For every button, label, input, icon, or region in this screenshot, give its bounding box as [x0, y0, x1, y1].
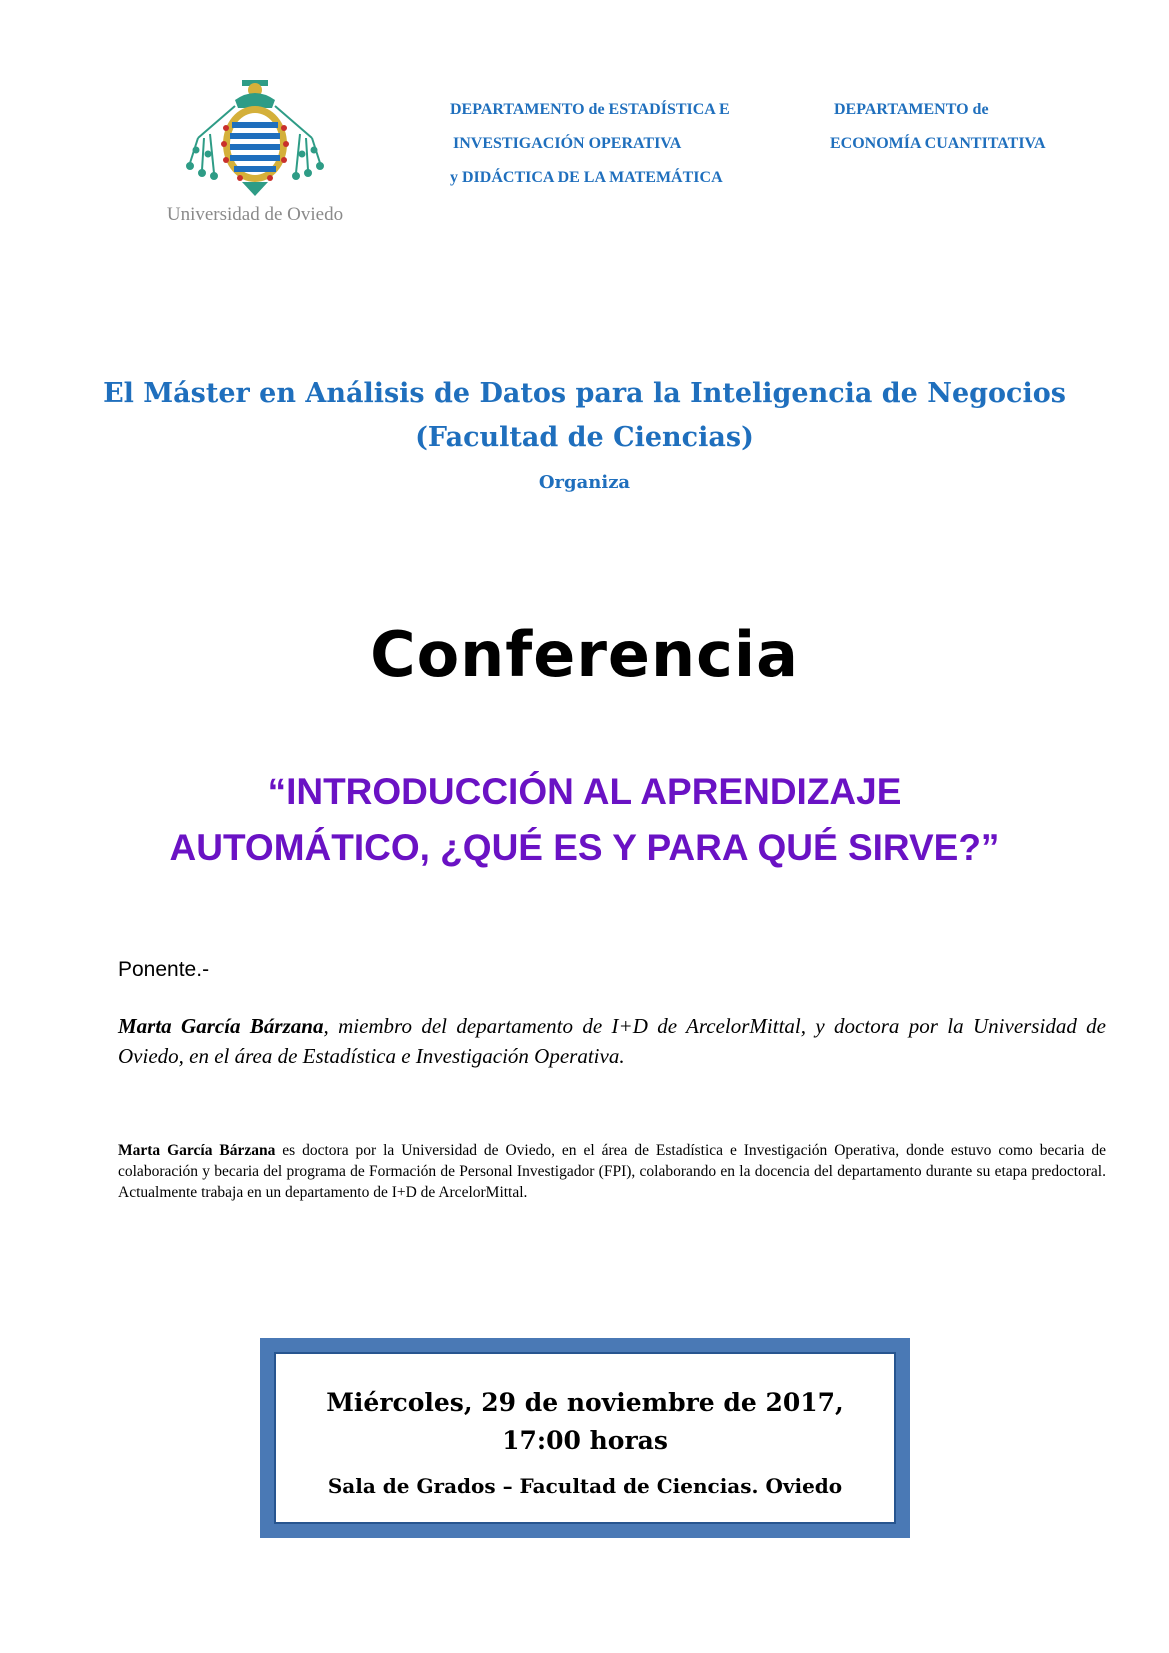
event-details-box [260, 1338, 910, 1538]
university-crest-icon [180, 78, 330, 198]
event-details-inner [274, 1352, 896, 1524]
logo-caption: Universidad de Oviedo [166, 204, 344, 225]
dept-statistics-line: DEPARTAMENTO de ESTADÍSTICA E [450, 101, 730, 118]
master-title: El Máster en Análisis de Datos para la Inteligencia de Negocios [103, 378, 1066, 409]
speaker-label: Ponente.- [118, 958, 210, 981]
dept-statistics-line: INVESTIGACIÓN OPERATIVA [453, 135, 682, 152]
event-place: Sala de Grados – Facultad de Ciencias. Oviedo [327, 1474, 843, 1498]
speaker-affiliation: , miembro del departamento de I+D de ArcelorMittal, y doctora por la Universidad de Oviedo, en el área de Estadística e Investigación Operativa. [118, 1014, 1107, 1068]
dept-statistics [450, 93, 730, 195]
talk-title-line: AUTOMÁTICO, ¿QUÉ ES Y PARA QUÉ SIRVE?” [169, 827, 1000, 868]
master-heading [0, 372, 1169, 498]
university-logo [150, 78, 360, 228]
event-type-title: Conferencia [370, 618, 799, 691]
bio-text: es doctora por la Universidad de Oviedo, en el área de Estadística e Investigación Operativa, donde estuvo como becaria de colaboración y becaria del programa de Formación de Personal Investigador (FPI), colaborando en la docencia del departamento durante su etapa predoctoral. Actualmente trabaja en un departamento de I+D de ArcelorMittal. [118, 1142, 1106, 1201]
dept-economics-line: ECONOMÍA CUANTITATIVA [830, 135, 1046, 152]
master-faculty: (Facultad de Ciencias) [415, 422, 754, 453]
event-date [276, 1384, 894, 1460]
event-time: 17:00 horas [502, 1426, 668, 1455]
talk-title [0, 764, 1169, 876]
talk-title-line: “INTRODUCCIÓN AL APRENDIZAJE [267, 771, 902, 812]
speaker-description [118, 1011, 1106, 1071]
speaker-name: Marta García Bárzana [118, 1014, 324, 1038]
organiza-label: Organiza [538, 472, 631, 493]
speaker-bio [118, 1140, 1106, 1203]
dept-statistics-line: y DIDÁCTICA DE LA MATEMÁTICA [450, 169, 723, 186]
bio-speaker-name: Marta García Bárzana [118, 1142, 276, 1159]
event-date-line: Miércoles, 29 de noviembre de 2017, [326, 1388, 844, 1417]
dept-economics [830, 93, 1046, 161]
dept-economics-line: DEPARTAMENTO de [834, 101, 989, 118]
